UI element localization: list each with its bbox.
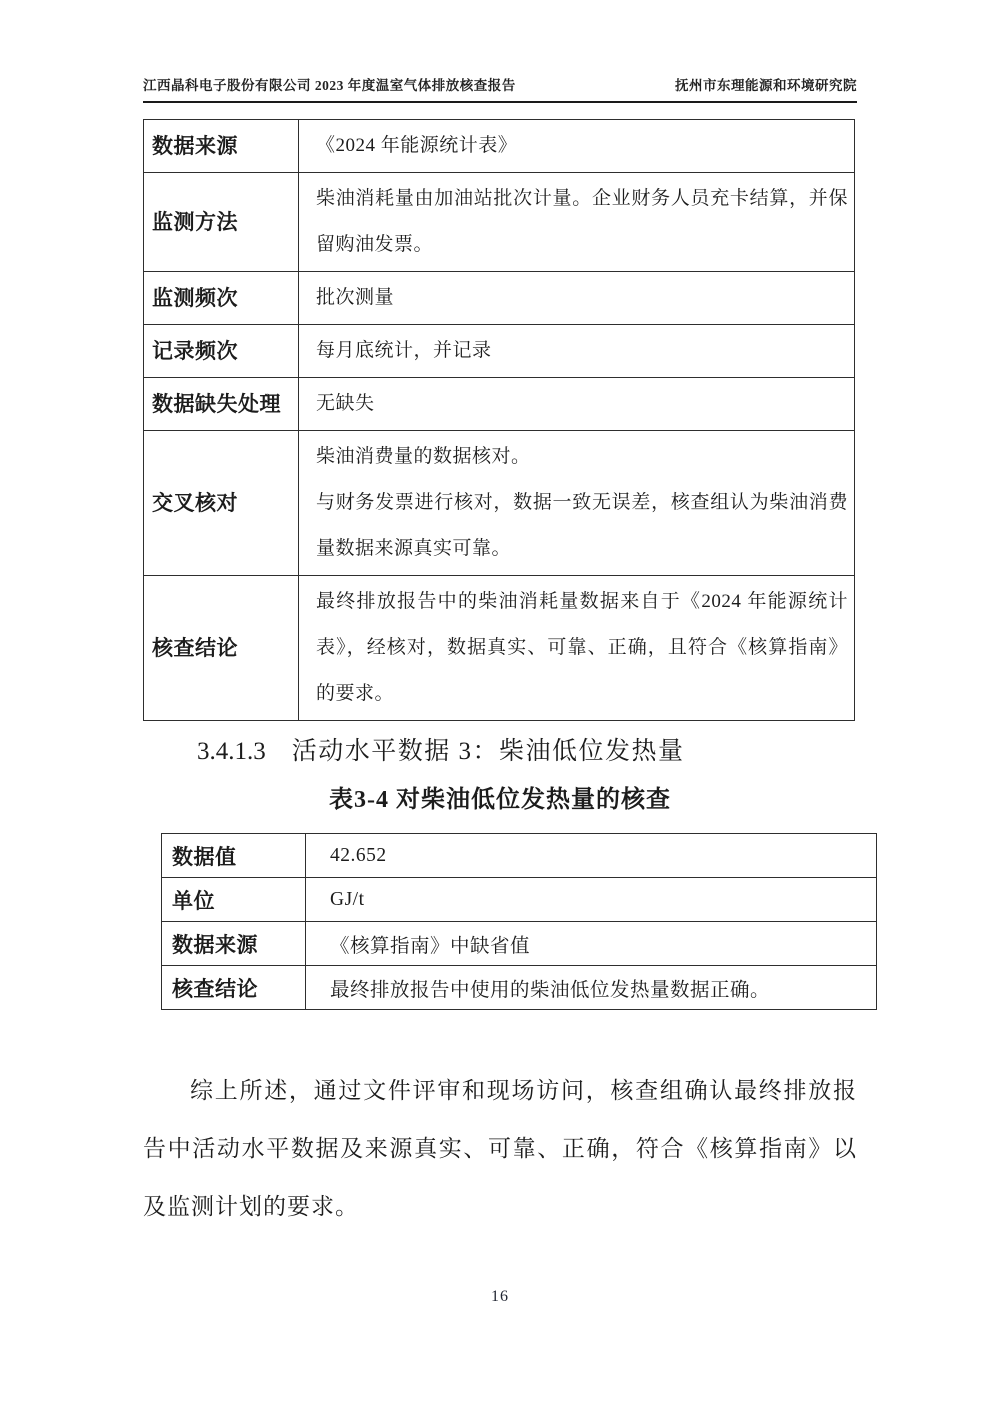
row-value-text: 柴油消费量的数据核对。 <box>316 446 531 467</box>
table-row <box>144 325 855 378</box>
summary-paragraph: 综上所述，通过文件评审和现场访问，核查组确认最终排放报告中活动水平数据及来源真实、可靠、正确，符合《核算指南》以及监测计划的要求。 <box>143 1078 857 1219</box>
row-value-text: 最终排放报告中的柴油消耗量数据来自于《2024 年能源统计表》，经核对，数据真实、可靠、正确，且符合《核算指南》的要求。 <box>316 591 848 704</box>
row-label: 记录频次 <box>144 325 299 378</box>
row-value-text: 42.652 <box>330 844 387 866</box>
heating-value-table <box>161 833 877 1010</box>
row-value <box>299 120 855 173</box>
table-row <box>144 120 855 173</box>
row-value-text: 《2024 年能源统计表》 <box>316 135 518 156</box>
row-label: 数据来源 <box>162 922 306 966</box>
table-row <box>144 173 855 272</box>
header-right-institution: 抚州市东理能源和环境研究院 <box>675 78 857 93</box>
table-row <box>162 922 877 966</box>
table-row <box>162 834 877 878</box>
row-value-text: 批次测量 <box>316 287 395 308</box>
row-value <box>299 325 855 378</box>
table-row <box>144 378 855 431</box>
row-value <box>299 576 855 721</box>
row-value <box>299 272 855 325</box>
row-label: 核查结论 <box>162 966 306 1010</box>
table-row <box>162 878 877 922</box>
row-label: 单位 <box>162 878 306 922</box>
row-label: 核查结论 <box>144 576 299 721</box>
table-row <box>144 272 855 325</box>
row-label: 数据来源 <box>144 120 299 173</box>
table-row <box>144 431 855 576</box>
running-header <box>143 74 857 103</box>
row-value <box>306 878 877 922</box>
heating-value-table-body <box>162 834 877 1010</box>
table-row <box>144 576 855 721</box>
header-left-title: 江西晶科电子股份有限公司 2023 年度温室气体排放核查报告 <box>143 78 516 93</box>
section-heading <box>143 735 857 769</box>
row-value-text: 《核算指南》中缺省值 <box>330 935 531 957</box>
row-value-text: 柴油消耗量由加油站批次计量。企业财务人员充卡结算，并保留购油发票。 <box>316 188 848 255</box>
row-label: 数据值 <box>162 834 306 878</box>
monitoring-table-body <box>144 120 855 721</box>
row-value-text: 与财务发票进行核对，数据一致无误差，核查组认为柴油消费量数据来源真实可靠。 <box>316 492 848 559</box>
row-value <box>299 378 855 431</box>
row-value <box>299 431 855 576</box>
table-row <box>162 966 877 1010</box>
row-value-text: GJ/t <box>330 888 365 910</box>
row-value <box>306 966 877 1010</box>
row-label: 交叉核对 <box>144 431 299 576</box>
row-label: 监测方法 <box>144 173 299 272</box>
page-number: 16 <box>491 1288 509 1305</box>
table-caption: 表3-4 对柴油低位发热量的核查 <box>329 787 671 813</box>
monitoring-table <box>143 119 855 721</box>
row-value-text: 最终排放报告中使用的柴油低位发热量数据正确。 <box>330 979 771 1001</box>
row-value <box>306 834 877 878</box>
section-title: 活动水平数据 3：柴油低位发热量 <box>291 738 685 765</box>
row-label: 监测频次 <box>144 272 299 325</box>
section-number: 3.4.1.3 <box>197 738 266 765</box>
row-label: 数据缺失处理 <box>144 378 299 431</box>
row-value-text: 无缺失 <box>316 393 375 414</box>
row-value <box>306 922 877 966</box>
row-value-text: 每月底统计，并记录 <box>316 340 492 361</box>
row-value <box>299 173 855 272</box>
